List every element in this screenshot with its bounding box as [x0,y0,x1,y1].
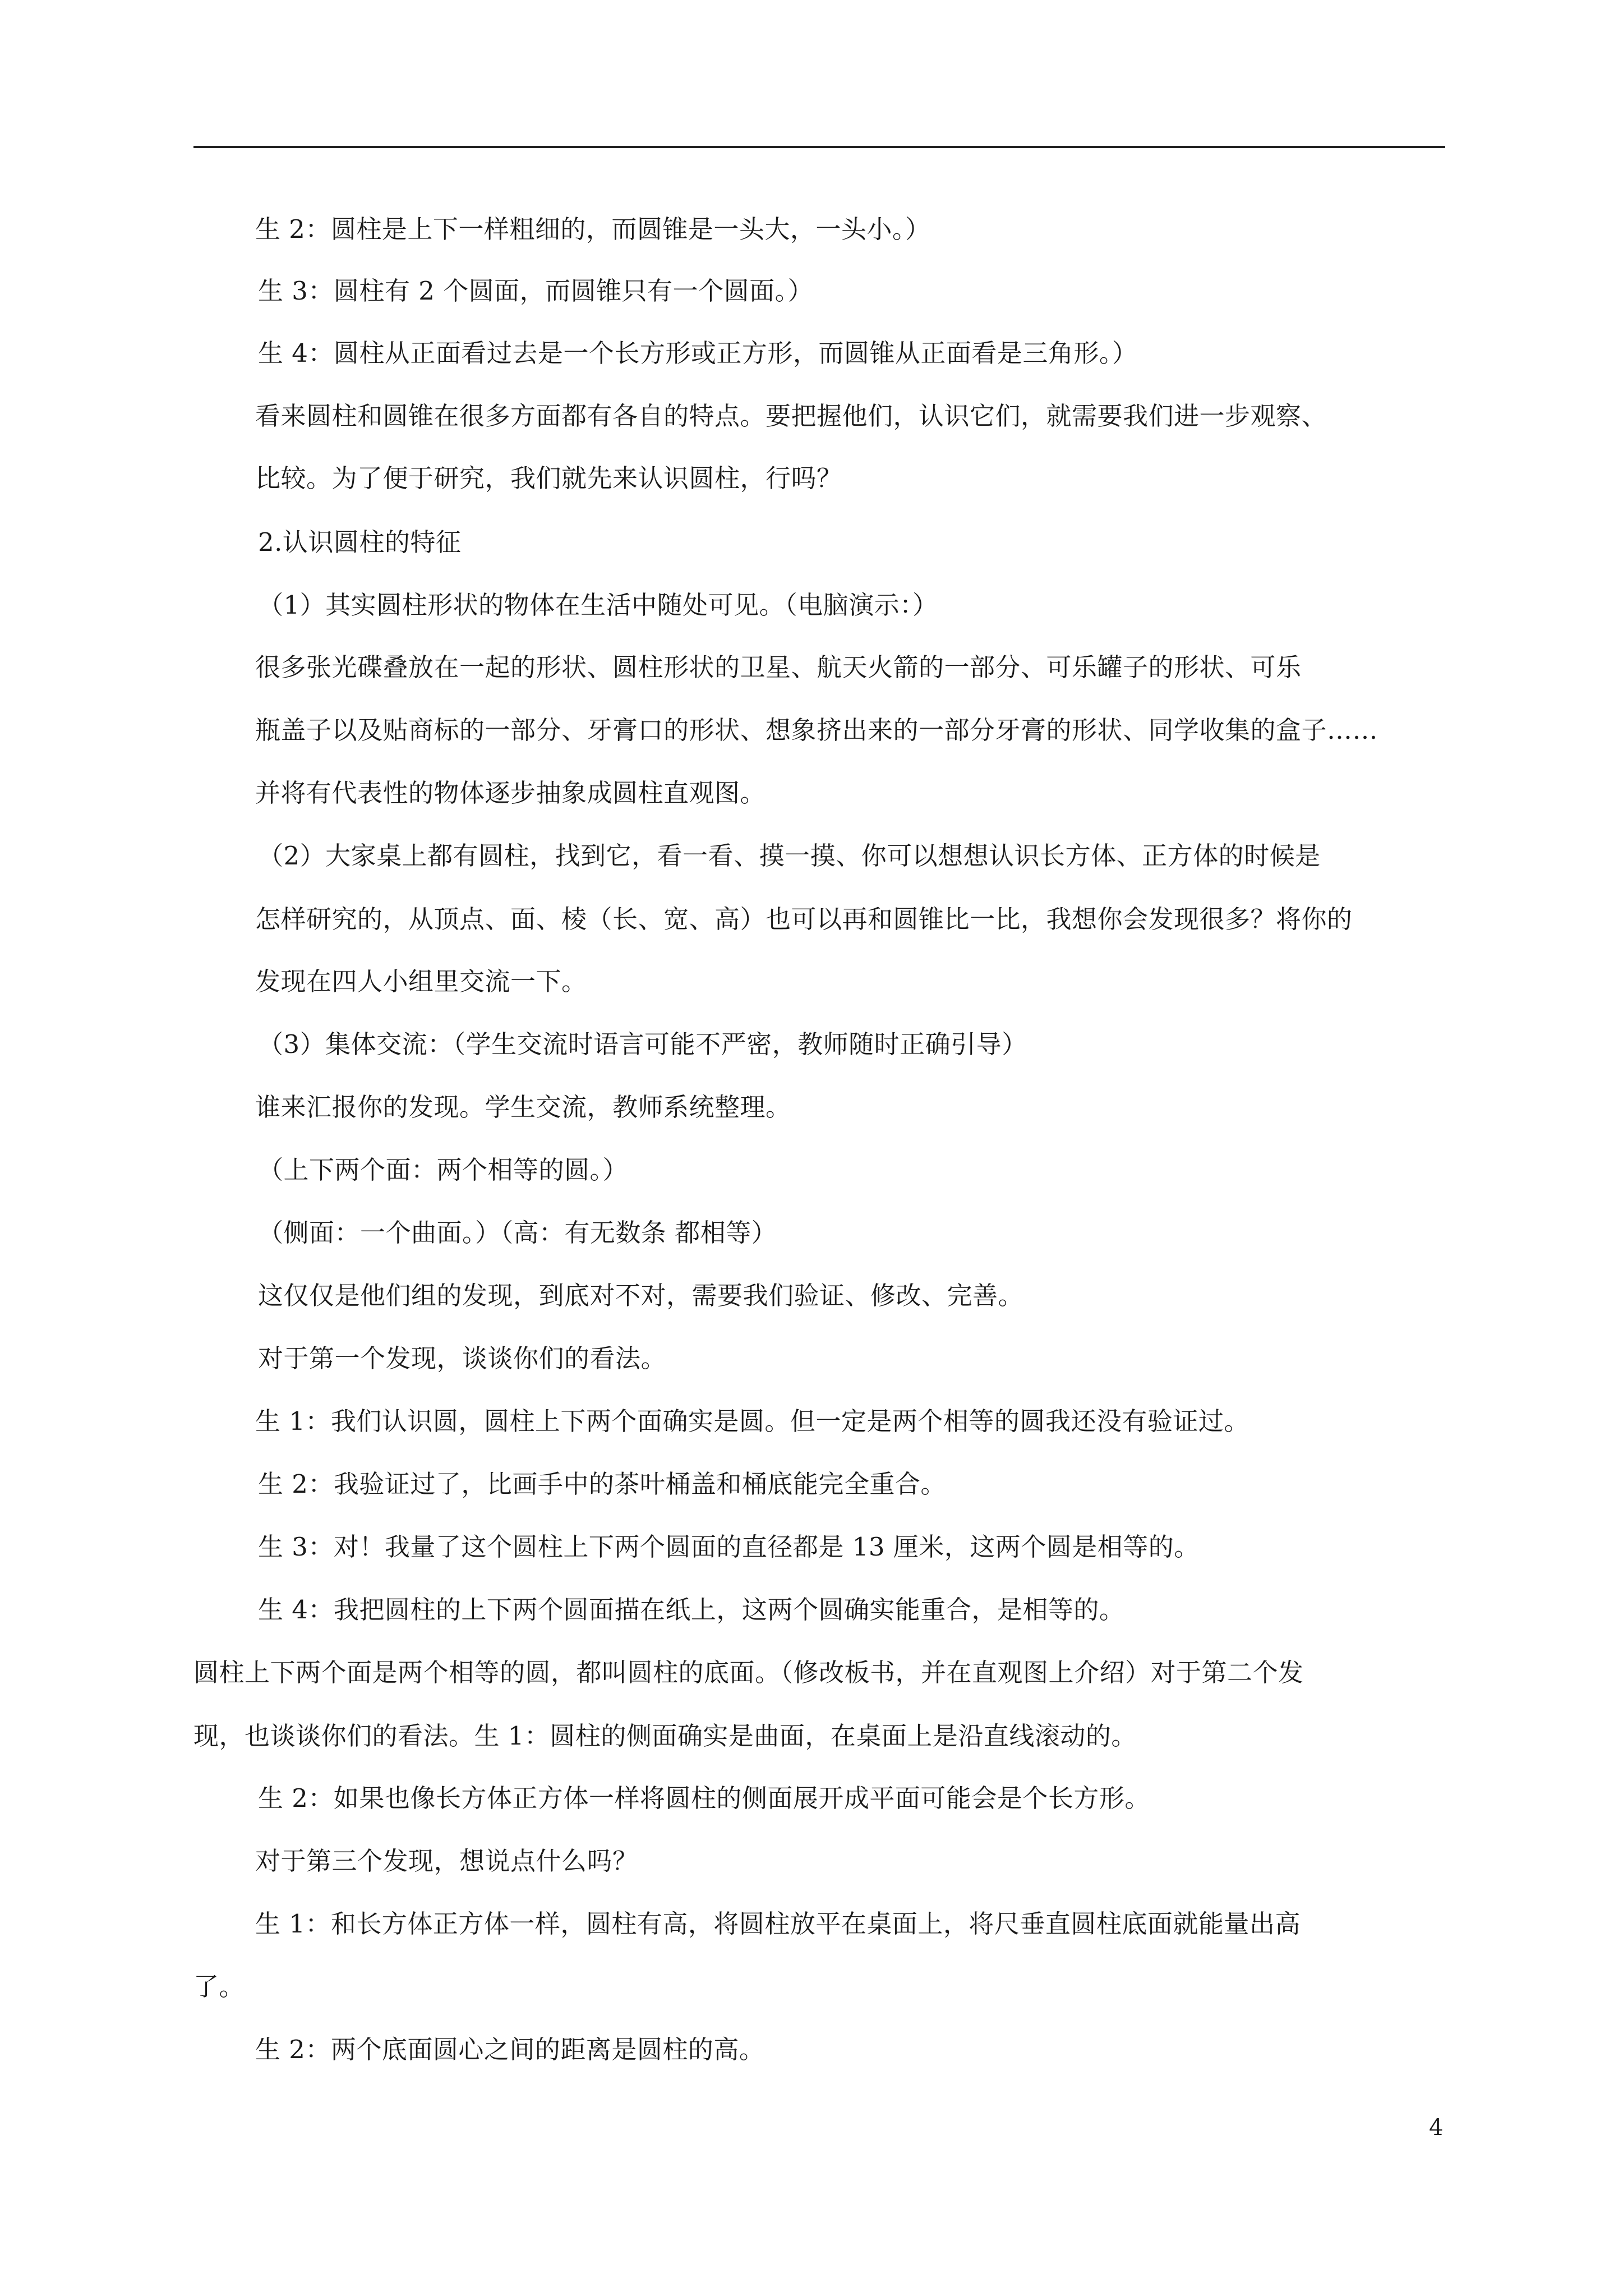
paragraph-line: 生 4：圆柱从正面看过去是一个长方形或正方形，而圆锥从正面看是三角形。） [258,338,1138,368]
paragraph-line: 对于第三个发现，想说点什么吗？ [255,1846,638,1876]
paragraph-line: 生 4：我把圆柱的上下两个圆面描在纸上，这两个圆确实能重合，是相等的。 [258,1595,1125,1625]
paragraph-line: 并将有代表性的物体逐步抽象成圆柱直观图。 [255,778,766,808]
paragraph-line: 发现在四人小组里交流一下。 [255,967,587,996]
section-heading: 2.认识圆柱的特征 [258,527,462,557]
paragraph-line: 圆柱上下两个面是两个相等的圆，都叫圆柱的底面。（修改板书，并在直观图上介绍）对于第二个发 [193,1658,1304,1687]
paragraph-line: 怎样研究的，从顶点、面、棱（长、宽、高）也可以再和圆锥比一比，我想你会发现很多？将你的 [255,904,1353,934]
page-number: 4 [1429,2115,1444,2141]
paragraph-line: 这仅仅是他们组的发现，到底对不对，需要我们验证、修改、完善。 [258,1281,1024,1310]
header-rule [193,146,1445,148]
paragraph-line: （侧面：一个曲面。）（高：有无数条 都相等） [258,1218,777,1248]
paragraph-line: 生 3：对！我量了这个圆柱上下两个圆面的直径都是 13 厘米，这两个圆是相等的。 [258,1532,1200,1562]
paragraph-line: 谁来汇报你的发现。学生交流，教师系统整理。 [255,1092,791,1122]
paragraph-line: 生 3：圆柱有 2 个圆面，而圆锥只有一个圆面。） [258,276,814,306]
paragraph-line: 比较。为了便于研究，我们就先来认识圆柱，行吗？ [255,463,842,493]
paragraph-line: 生 2：两个底面圆心之间的距离是圆柱的高。 [255,2035,765,2064]
paragraph-line: 生 2：圆柱是上下一样粗细的，而圆锥是一头大，一头小。） [255,214,931,244]
paragraph-line: 生 1：和长方体正方体一样，圆柱有高，将圆柱放平在桌面上，将尺垂直圆柱底面就能量出高 [255,1909,1301,1939]
paragraph-line: （2）大家桌上都有圆柱，找到它，看一看、摸一摸、你可以想想认识长方体、正方体的时候是 [258,841,1321,871]
paragraph-line: （上下两个面：两个相等的圆。） [258,1155,629,1185]
paragraph-line: 生 2：我验证过了，比画手中的茶叶桶盖和桶底能完全重合。 [258,1469,946,1499]
paragraph-line: 看来圆柱和圆锥在很多方面都有各自的特点。要把握他们，认识它们，就需要我们进一步观察、 [255,401,1327,431]
paragraph-line: 瓶盖子以及贴商标的一部分、牙膏口的形状、想象挤出来的一部分牙膏的形状、同学收集的盒子…… [255,715,1378,745]
paragraph-line: 了。 [193,1972,245,2001]
paragraph-line: 生 1：我们认识圆，圆柱上下两个面确实是圆。但一定是两个相等的圆我还没有验证过。 [255,1406,1249,1436]
paragraph-line: （3）集体交流：（学生交流时语言可能不严密，教师随时正确引导） [258,1029,1027,1059]
paragraph-line: 对于第一个发现，谈谈你们的看法。 [258,1343,667,1373]
paragraph-line: 生 2：如果也像长方体正方体一样将圆柱的侧面展开成平面可能会是个长方形。 [258,1783,1150,1813]
paragraph-line: 很多张光碟叠放在一起的形状、圆柱形状的卫星、航天火箭的一部分、可乐罐子的形状、可乐 [255,652,1302,682]
paragraph-line: （1）其实圆柱形状的物体在生活中随处可见。（电脑演示：） [258,590,938,620]
paragraph-line: 现，也谈谈你们的看法。生 1：圆柱的侧面确实是曲面，在桌面上是沿直线滚动的。 [193,1721,1137,1751]
